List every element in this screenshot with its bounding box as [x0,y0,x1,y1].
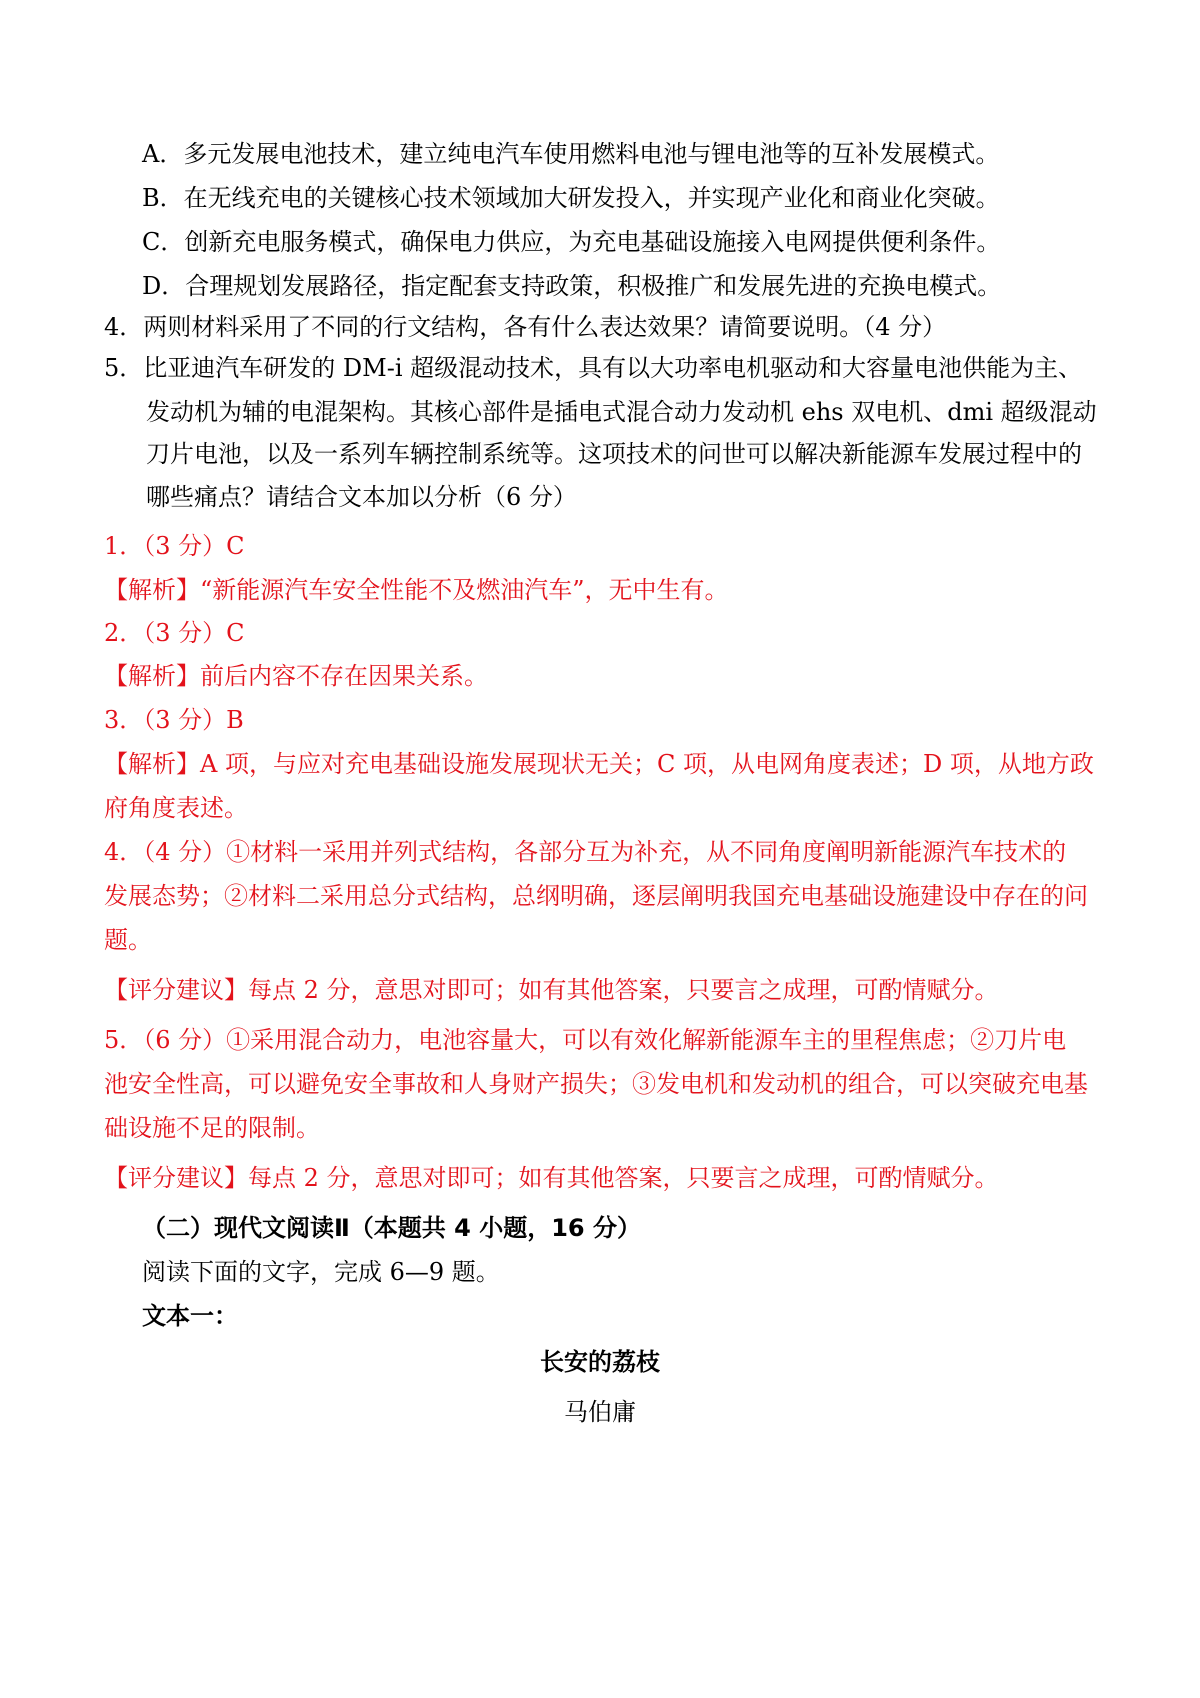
article-author: 马伯庸 [564,1398,636,1426]
answer-5-line-2: 池安全性高，可以避免安全事故和人身财产损失；③发电机和发动机的组合，可以突破充电基 [104,1070,1088,1098]
answer-5-scoring: 【评分建议】每点 2 分，意思对即可；如有其他答案，只要言之成理，可酌情赋分。 [104,1164,999,1192]
answer-5-line-1: 5．（6 分）①采用混合动力，电池容量大，可以有效化解新能源车主的里程焦虑；②刀片电 [104,1026,1067,1054]
answer-2: 2．（3 分）C [104,619,245,647]
option-b: B．在无线充电的关键核心技术领域加大研发投入，并实现产业化和商业化突破。 [142,184,1000,212]
answer-3-analysis-line-1: 【解析】A 项，与应对充电基础设施发展现状无关；C 项，从电网角度表述；D 项，从地方政 [104,750,1094,778]
section-heading: （二）现代文阅读Ⅱ（本题共 4 小题，16 分） [142,1214,641,1242]
answer-3: 3．（3 分）B [104,706,244,734]
answer-4-line-1: 4．（4 分）①材料一采用并列式结构，各部分互为补充，从不同角度阐明新能源汽车技术的 [104,838,1067,866]
question-5-line-3: 刀片电池，以及一系列车辆控制系统等。这项技术的问世可以解决新能源车发展过程中的 [146,440,1082,468]
answer-5-line-3: 础设施不足的限制。 [104,1114,320,1142]
reading-instruction: 阅读下面的文字，完成 6—9 题。 [142,1258,500,1286]
option-d: D．合理规划发展路径，指定配套支持政策，积极推广和发展先进的充换电模式。 [142,272,1002,300]
question-4: 4．两则材料采用了不同的行文结构，各有什么表达效果？请简要说明。（4 分） [104,313,947,341]
answer-2-analysis: 【解析】前后内容不存在因果关系。 [104,662,488,690]
article-title: 长安的荔枝 [540,1348,660,1376]
text-label: 文本一： [142,1302,238,1330]
question-5-line-1: 5．比亚迪汽车研发的 DM-i 超级混动技术，具有以大功率电机驱动和大容量电池供能为主、 [104,354,1083,382]
answer-4-scoring: 【评分建议】每点 2 分，意思对即可；如有其他答案，只要言之成理，可酌情赋分。 [104,976,999,1004]
question-5-line-2: 发动机为辅的电混架构。其核心部件是插电式混合动力发动机 ehs 双电机、dmi 超级混动 [146,398,1097,426]
answer-4-line-2: 发展态势；②材料二采用总分式结构，总纲明确，逐层阐明我国充电基础设施建设中存在的问 [104,882,1088,910]
answer-4-line-3: 题。 [104,926,152,954]
question-5-line-4: 哪些痛点？请结合文本加以分析（6 分） [146,483,577,511]
answer-1-analysis: 【解析】“新能源汽车安全性能不及燃油汽车”，无中生有。 [104,576,729,604]
answer-3-analysis-line-2: 府角度表述。 [104,794,248,822]
option-c: C．创新充电服务模式，确保电力供应，为充电基础设施接入电网提供便利条件。 [142,228,1001,256]
option-a: A．多元发展电池技术，建立纯电汽车使用燃料电池与锂电池等的互补发展模式。 [142,140,1000,168]
answer-1: 1．（3 分）C [104,532,245,560]
